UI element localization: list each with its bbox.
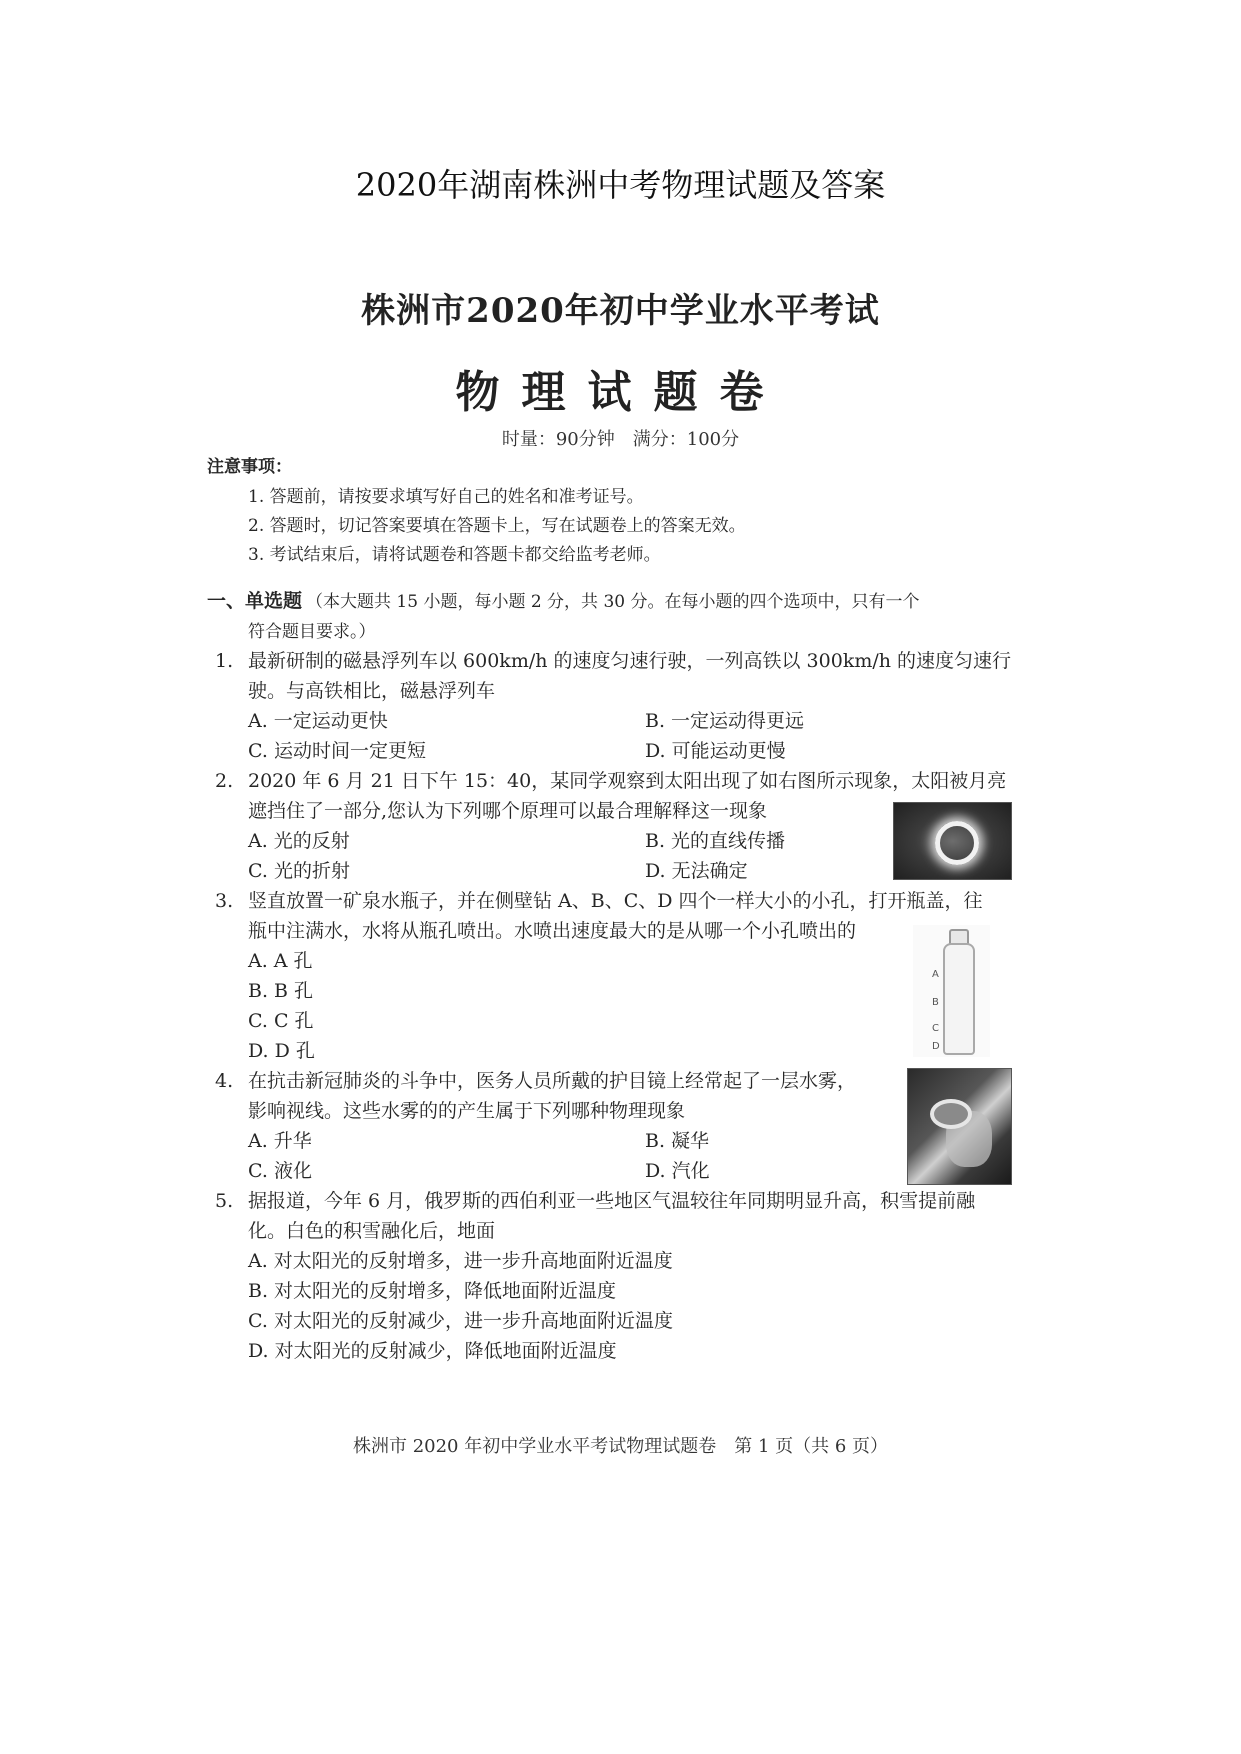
question-text: 竖直放置一矿泉水瓶子，并在侧壁钻 A、B、C、D 四个一样大小的小孔，打开瓶盖，往	[248, 890, 983, 912]
option-c: C. 运动时间一定更短	[248, 740, 426, 762]
hole-label-d: D	[932, 1041, 940, 1052]
option-b: B. 一定运动得更远	[645, 710, 805, 732]
bottle-body-icon	[943, 943, 975, 1055]
section-description-cont: 符合题目要求。）	[248, 622, 376, 642]
question-number: 3.	[215, 890, 234, 912]
question-number: 5.	[215, 1190, 234, 1212]
goggles-icon	[930, 1099, 972, 1129]
question-text: 影响视线。这些水雾的的产生属于下列哪种物理现象	[248, 1100, 686, 1122]
option-d: D. 汽化	[645, 1160, 710, 1182]
document-title: 2020年湖南株洲中考物理试题及答案	[355, 166, 886, 204]
option-d: D. 可能运动更慢	[645, 740, 786, 762]
option-a: A. 升华	[248, 1130, 312, 1152]
hole-label-a: A	[932, 969, 939, 980]
option-a: A. 一定运动更快	[248, 710, 388, 732]
question-number: 2.	[215, 770, 234, 792]
option-b: B. 对太阳光的反射增多，降低地面附近温度	[248, 1280, 617, 1302]
question-number: 1.	[215, 650, 234, 672]
question-text: 驶。与高铁相比，磁悬浮列车	[248, 680, 496, 702]
solar-eclipse-image	[893, 802, 1012, 880]
option-c: C. 光的折射	[248, 860, 350, 882]
option-d: D. 对太阳光的反射减少，降低地面附近温度	[248, 1340, 617, 1362]
question-text: 2020 年 6 月 21 日下午 15：40，某同学观察到太阳出现了如右图所示现象，太阳被月亮	[248, 770, 1007, 792]
question-text: 瓶中注满水，水将从瓶孔喷出。水喷出速度最大的是从哪一个小孔喷出的	[248, 920, 857, 942]
section-description: （本大题共 15 小题，每小题 2 分，共 30 分。在每小题的四个选项中，只有一个	[306, 592, 920, 612]
paper-title: 物理试题卷	[455, 367, 786, 418]
option-c: C. 对太阳光的反射减少，进一步升高地面附近温度	[248, 1310, 673, 1332]
option-c: C. C 孔	[248, 1010, 314, 1032]
question-text: 最新研制的磁悬浮列车以 600km/h 的速度匀速行驶，一列高铁以 300km/h 的速度匀速行	[248, 650, 1012, 672]
hole-label-c: C	[932, 1023, 939, 1034]
option-d: D. 无法确定	[645, 860, 748, 882]
question-text: 在抗击新冠肺炎的斗争中，医务人员所戴的护目镜上经常起了一层水雾，	[248, 1070, 857, 1092]
option-a: A. 光的反射	[248, 830, 350, 852]
option-b: B. B 孔	[248, 980, 314, 1002]
exam-title: 株洲市2020年初中学业水平考试	[361, 291, 880, 331]
exam-time-score: 时量：90分钟 满分：100分	[501, 429, 740, 450]
medical-worker-goggles-image	[907, 1068, 1012, 1185]
question-text: 遮挡住了一部分,您认为下列哪个原理可以最合理解释这一现象	[248, 800, 768, 822]
question-text: 据报道，今年 6 月，俄罗斯的西伯利亚一些地区气温较往年同期明显升高，积雪提前融	[248, 1190, 976, 1212]
note-item-2: 2. 答题时，切记答案要填在答题卡上，写在试题卷上的答案无效。	[248, 516, 746, 536]
question-text: 化。白色的积雪融化后，地面	[248, 1220, 496, 1242]
option-b: B. 光的直线传播	[645, 830, 786, 852]
option-a: A. A 孔	[248, 950, 313, 972]
water-bottle-image	[913, 925, 990, 1057]
section-label: 一、单选题	[207, 590, 303, 612]
hole-label-b: B	[932, 997, 939, 1008]
option-d: D. D 孔	[248, 1040, 315, 1062]
option-a: A. 对太阳光的反射增多，进一步升高地面附近温度	[248, 1250, 673, 1272]
page-footer: 株洲市 2020 年初中学业水平考试物理试题卷 第 1 页（共 6 页）	[352, 1436, 889, 1457]
eclipse-ring-icon	[935, 821, 979, 865]
note-item-1: 1. 答题前，请按要求填写好自己的姓名和准考证号。	[248, 487, 644, 507]
option-c: C. 液化	[248, 1160, 312, 1182]
notes-heading: 注意事项：	[207, 457, 292, 477]
option-b: B. 凝华	[645, 1130, 710, 1152]
note-item-3: 3. 考试结束后，请将试题卷和答题卡都交给监考老师。	[248, 545, 661, 565]
question-number: 4.	[215, 1070, 234, 1092]
